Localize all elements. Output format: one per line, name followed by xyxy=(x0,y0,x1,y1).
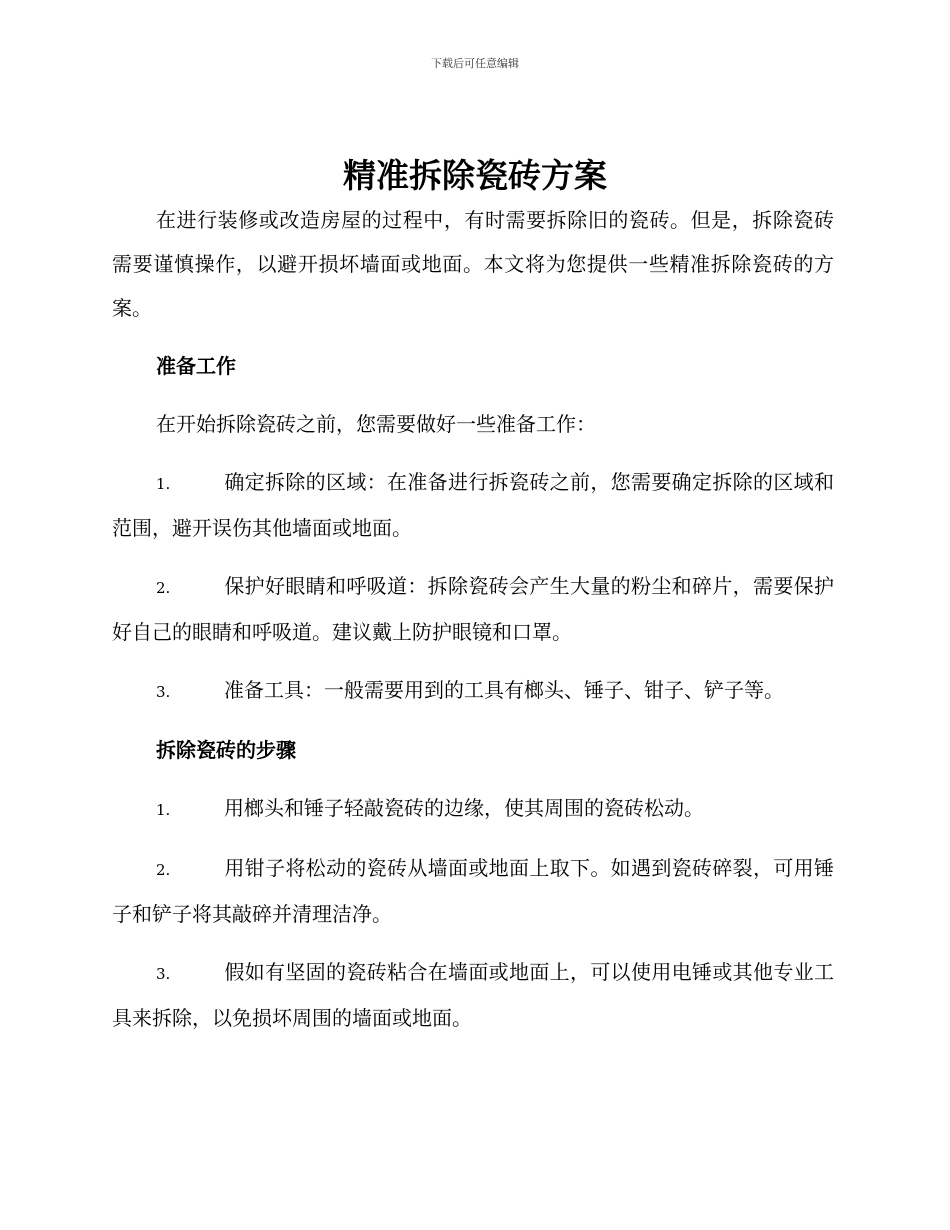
list-item-number: 1. xyxy=(156,801,171,819)
section-heading-preparation: 准备工作 xyxy=(156,354,236,378)
preparation-lead: 在开始拆除瓷砖之前，您需要做好一些准备工作： xyxy=(156,412,596,436)
list-item xyxy=(112,460,834,550)
list-item-number: 3. xyxy=(156,965,171,983)
section-heading-steps: 拆除瓷砖的步骤 xyxy=(156,738,296,762)
list-item-text: 假如有坚固的瓷砖粘合在墙面或地面上，可以使用电锤或其他专业工具来拆除，以免损坏周围的墙面或地面。 xyxy=(112,960,834,1030)
list-item xyxy=(112,786,834,832)
list-item-number: 2. xyxy=(156,579,171,597)
list-item-text: 准备工具：一般需要用到的工具有榔头、锤子、钳子、铲子等。 xyxy=(224,678,784,702)
list-item xyxy=(112,950,834,1040)
list-item xyxy=(112,846,834,936)
document-body xyxy=(112,198,834,1040)
list-item-number: 1. xyxy=(156,475,171,493)
list-item-number: 2. xyxy=(156,861,171,879)
header-note: 下载后可任意编辑 xyxy=(431,57,519,70)
list-item-text: 确定拆除的区域：在准备进行拆瓷砖之前，您需要确定拆除的区域和范围，避开误伤其他墙面或地面。 xyxy=(112,470,834,540)
list-item-text: 用榔头和锤子轻敲瓷砖的边缘，使其周围的瓷砖松动。 xyxy=(224,796,704,820)
page-title: 精准拆除瓷砖方案 xyxy=(343,156,607,195)
list-item-number: 3. xyxy=(156,683,171,701)
intro-paragraph: 在进行装修或改造房屋的过程中，有时需要拆除旧的瓷砖。但是，拆除瓷砖需要谨慎操作，以避开损坏墙面或地面。本文将为您提供一些精准拆除瓷砖的方案。 xyxy=(112,208,834,320)
list-item-text: 保护好眼睛和呼吸道：拆除瓷砖会产生大量的粉尘和碎片，需要保护好自己的眼睛和呼吸道。建议戴上防护眼镜和口罩。 xyxy=(112,574,834,644)
list-item-text: 用钳子将松动的瓷砖从墙面或地面上取下。如遇到瓷砖碎裂，可用锤子和铲子将其敲碎并清理洁净。 xyxy=(112,856,834,926)
list-item xyxy=(112,668,834,714)
list-item xyxy=(112,564,834,654)
